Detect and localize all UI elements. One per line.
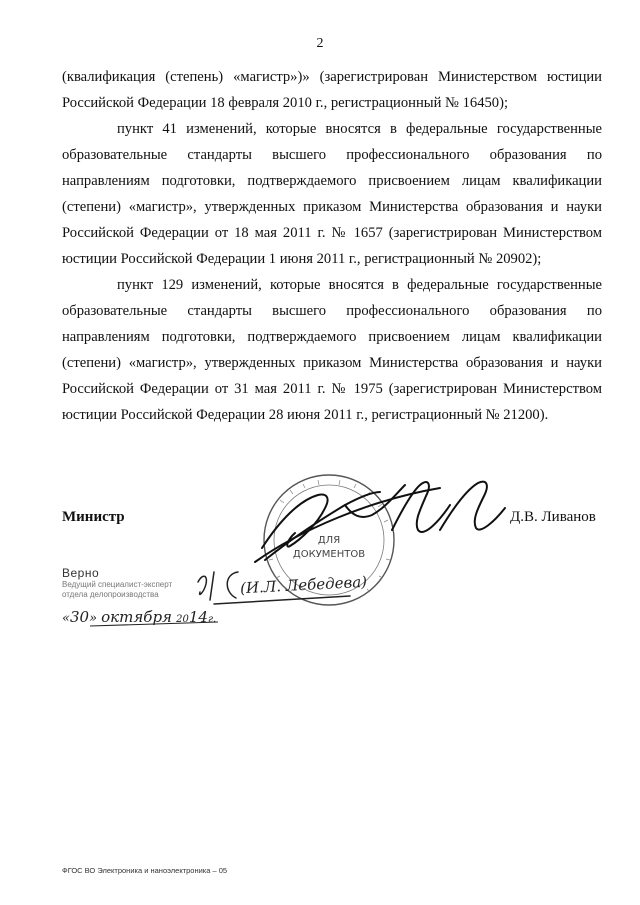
paragraph-3: пункт 129 изменений, которые вносятся в федеральные государственные образовательные стандарты высшего профессионального образования по направлениям подготовки, подтверждаемого присвоением лицам квалификации (степени) «магистр», утвержденных приказом Министерства образования и науки Российской Федерации от 31 мая 2011 г. № 1975 (зарегистрирован Министерством юстиции Российской Федерации 28 июня 2011 г., регистрационный № 21200). [62, 277, 602, 423]
paragraph-2: пункт 41 изменений, которые вносятся в федеральные государственные образовательные стандарты высшего профессионального образования по направлениям подготовки, подтверждаемого присвоением лицам квалификации (степени) «магистр», утвержденных приказом Министерства образования и науки Российской Федерации от 18 мая 2011 г. № 1657 (зарегистрирован Министерством юстиции Российской Федерации 1 июня 2011 г., регистрационный № 20902); [62, 121, 602, 267]
date-day: 30 [69, 608, 90, 626]
stamp-text-line1: ДЛЯ [317, 535, 341, 546]
minister-name: Д.В. Ливанов [510, 509, 596, 525]
certification-role-line2: отдела делопроизводства [62, 590, 159, 599]
certification-signature-text: (И.Л. Лебедева) [239, 572, 368, 598]
page-number: 2 [316, 36, 324, 51]
stamp-text-line2: ДОКУМЕНТОВ [292, 549, 366, 560]
minister-label: Министр [62, 509, 125, 525]
certification-block [62, 566, 172, 600]
paragraph-1: (квалификация (степень) «магистр»)» (зарегистрирован Министерством юстиции Российской Федерации 18 февраля 2010 г., регистрационный № 16450); [62, 69, 602, 111]
footer-text: ФГОС ВО Электроника и наноэлектроника – 05 [62, 866, 228, 875]
date-month: октября [101, 608, 172, 626]
certification-date: «30» октября 2014г. [62, 608, 217, 626]
certification-title: Верно [62, 566, 100, 580]
date-year-suffix: 14 [188, 608, 208, 626]
certification-role-line1: Ведущий специалист-эксперт [62, 580, 173, 589]
date-year-prefix: 20 [176, 614, 189, 625]
